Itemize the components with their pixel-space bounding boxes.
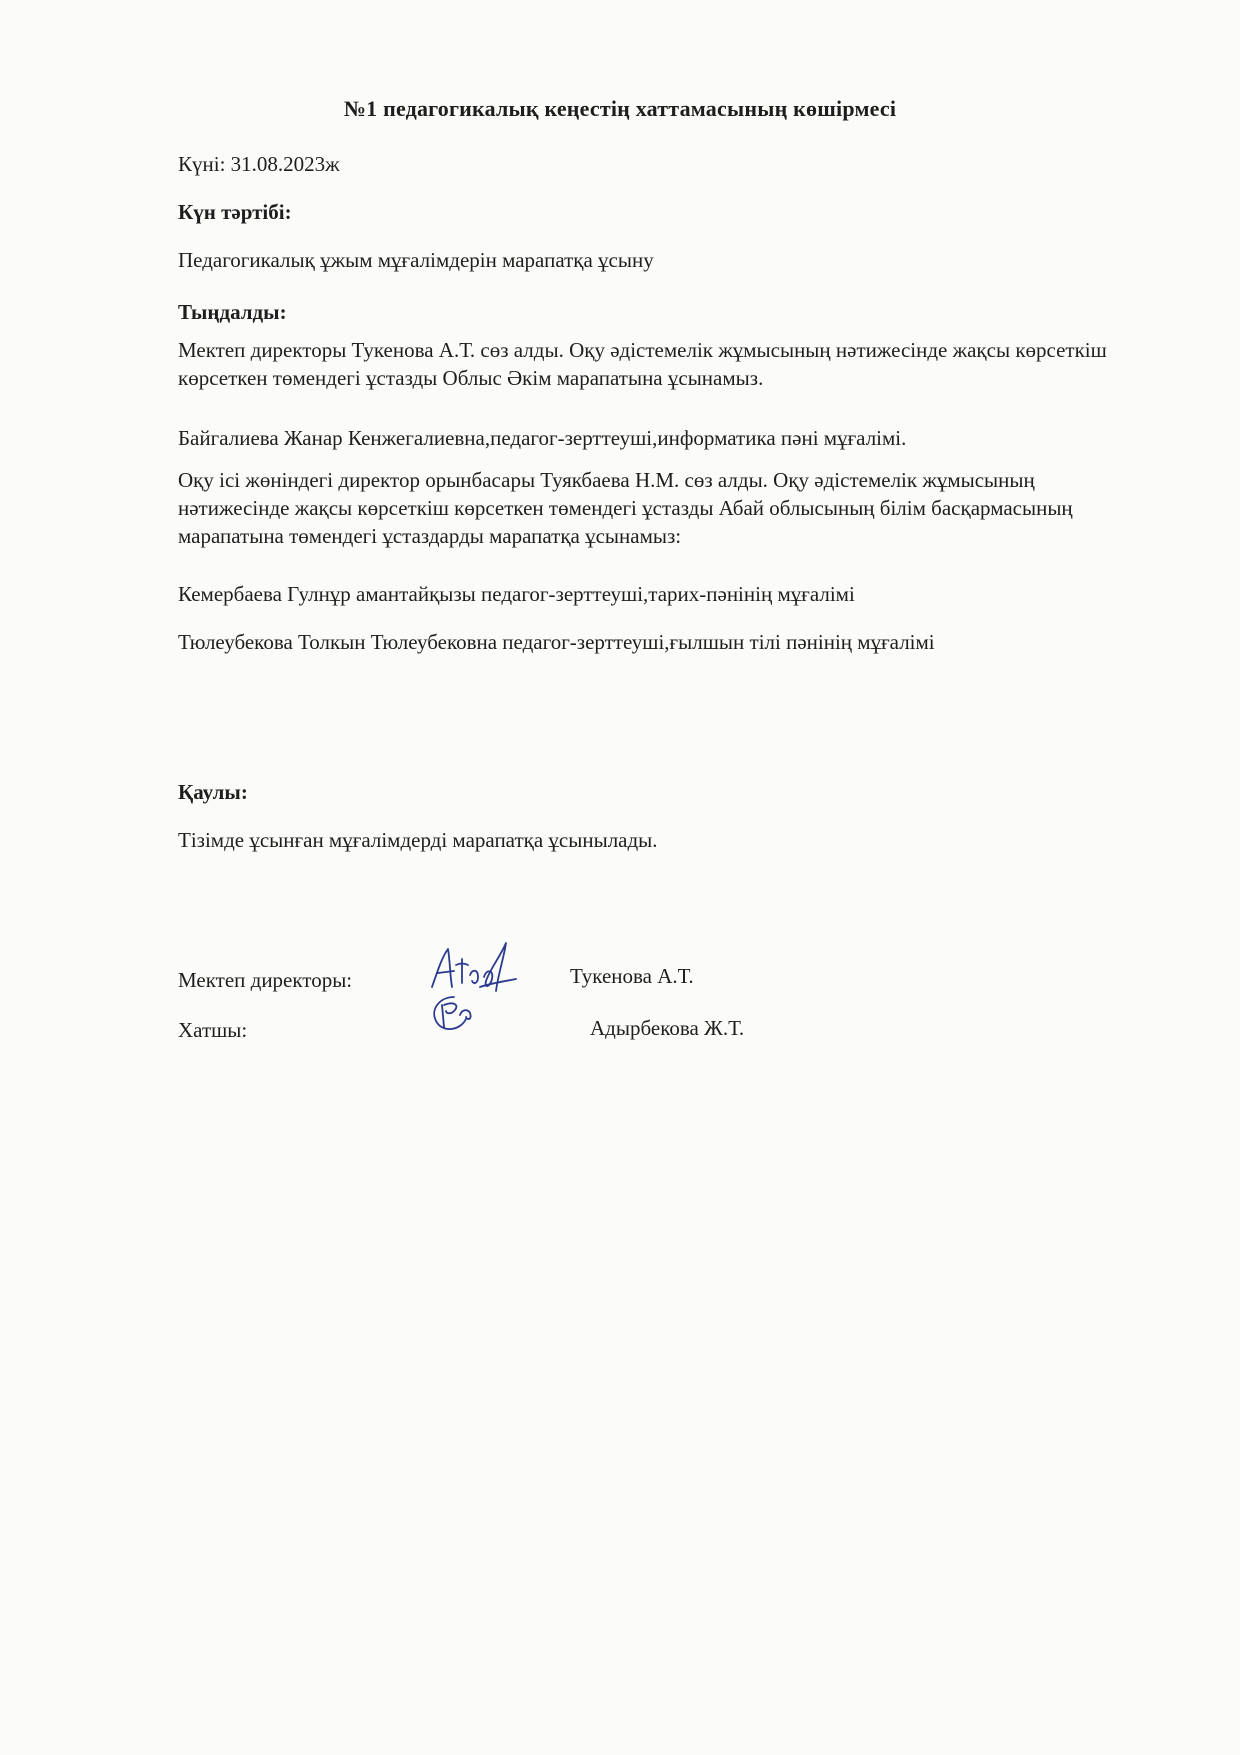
secretary-name: Адырбекова Ж.Т. xyxy=(590,1016,745,1040)
decision-text: Тізімде ұсынған мұғалімдерді марапатқа ұсынылады. xyxy=(178,828,658,852)
nominee-informatics: Байгалиева Жанар Кенжегалиевна,педагог-зерттеуші,информатика пәні мұғалімі. xyxy=(178,426,907,450)
secretary-label: Хатшы: xyxy=(178,1018,248,1042)
director-label: Мектеп директоры: xyxy=(178,968,353,992)
date-line: Күні: 31.08.2023ж xyxy=(178,152,340,176)
heard-paragraph-deputy: Оқу ісі жөніндегі директор орынбасары Туякбаева Н.М. сөз алды. Оқу әдістемелік жұмысының нәтижесінде жақсы көрсеткіш көрсеткен төмендегі ұстазды Абай облысының білім басқармасының марапатына төмендегі ұстаздарды марапатқа ұсынамыз: xyxy=(178,468,1073,548)
nominee-language: Тюлеубекова Толкын Тюлеубековна педагог-зерттеуші,ғылшын тілі пәнінің мұғалімі xyxy=(178,630,935,654)
handwritten-signatures xyxy=(420,935,560,1045)
nominee-history: Кемербаева Гулнұр амантайқызы педагог-зерттеуші,тарих-пәнінің мұғалімі xyxy=(178,582,855,606)
page-title: №1 педагогикалық кеңестің хаттамасының көшірмесі xyxy=(343,96,897,121)
agenda-text: Педагогикалық ұжым мұғалімдерін марапатқа ұсыну xyxy=(178,248,654,272)
director-name: Тукенова А.Т. xyxy=(570,964,694,988)
heard-heading: Тыңдалды: xyxy=(178,300,287,324)
heard-paragraph-director: Мектеп директоры Тукенова А.Т. сөз алды. Оқу әдістемелік жұмысының нәтижесінде жақсы көрсеткіш көрсеткен төмендегі ұстазды Облыс Әкім марапатына ұсынамыз. xyxy=(178,338,1107,390)
agenda-heading: Күн тәртібі: xyxy=(178,200,292,224)
decision-heading: Қаулы: xyxy=(178,780,248,804)
